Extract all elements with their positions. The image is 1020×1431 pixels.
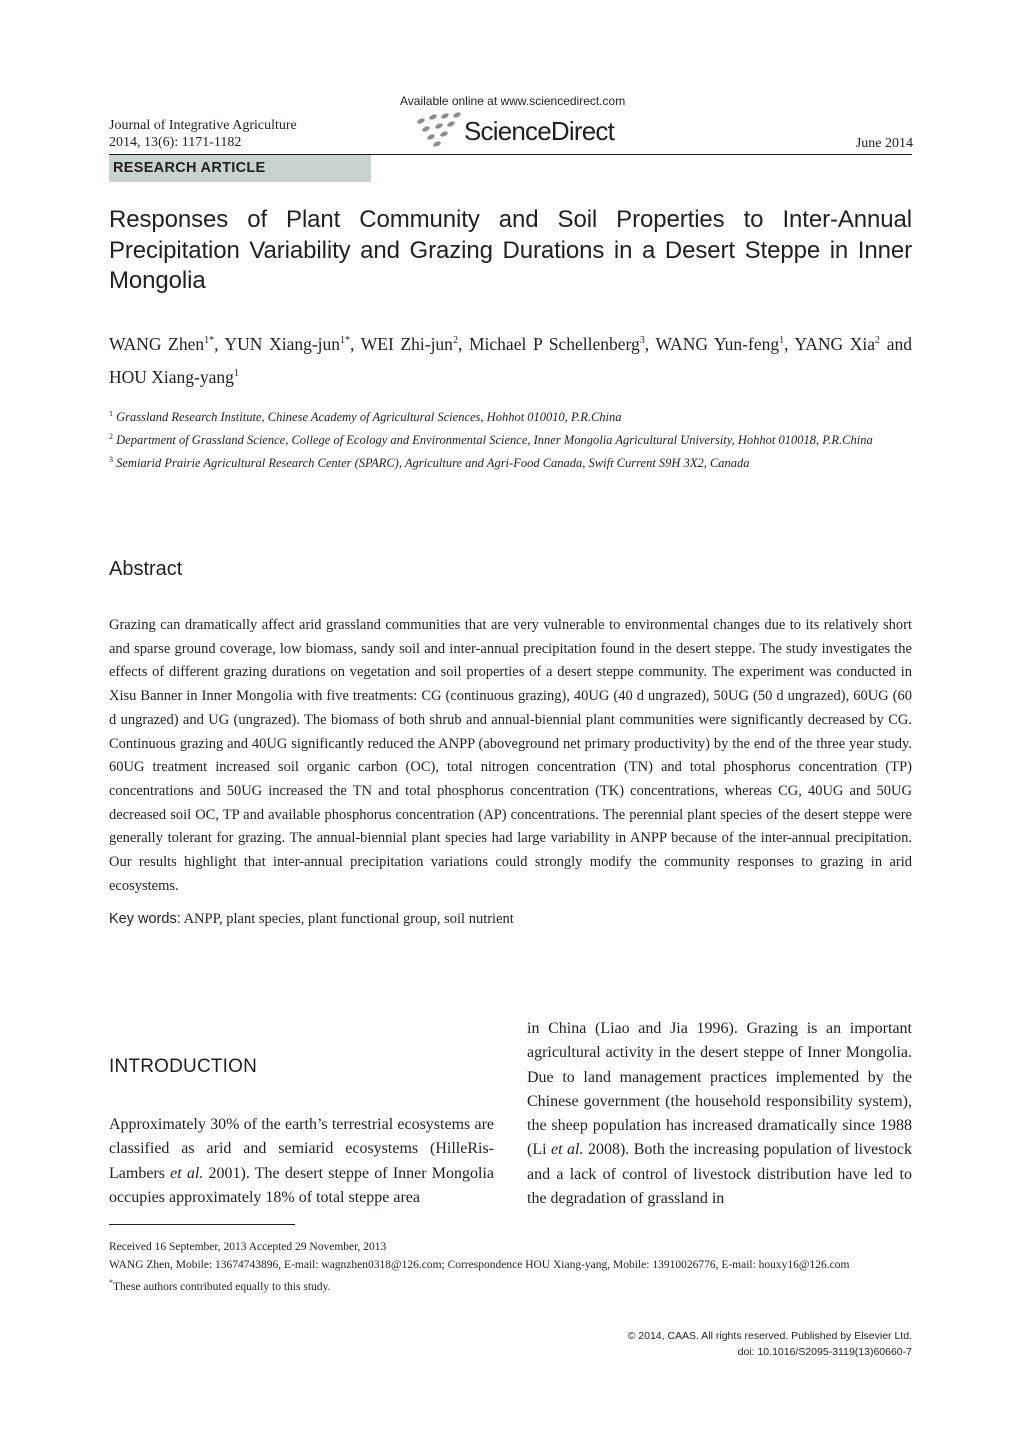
affiliation-number: 2: [109, 432, 113, 442]
copyright-block: [628, 1328, 912, 1360]
footnote-text: These authors contributed equally to this study.: [113, 1280, 331, 1293]
abstract-text: Grazing can dramatically affect arid grassland communities that are very vulnerable to environmental changes due to its relatively short and sparse ground coverage, low biomass, sandy soil and inter-annual precipitation found in the desert steppe. The study investigates the effects of different grazing durations on vegetation and soil properties of a desert steppe community. The experiment was conducted in Xisu Banner in Inner Mongolia with five treatments: CG (continuous grazing), 40UG (40 d ungrazed), 50UG (50 d ungrazed), 60UG (60 d ungrazed) and UG (ungrazed). The biomass of both shrub and annual-biennial plant communities were significantly decreased by CG. Continuous grazing and 40UG significantly reduced the ANPP (aboveground net primary productivity) by the end of the three year study. 60UG treatment increased soil organic carbon (OC), total nitrogen concentration (TN) and total phosphorus concentration (TP) concentrations and 50UG increased the TN and total phosphorus concentration (TK) concentrations, whereas CG, 40UG and 50UG decreased soil OC, TP and available phosphorus concentration (AP) concentrations. The perennial plant species of the desert steppe were generally tolerant for grazing. The annual-biennial plant species had large variability in ANPP because of the inter-annual precipitation. Our results highlight that inter-annual precipitation variations could strongly modify the community responses to grazing in arid ecosystems.: [109, 617, 912, 894]
affiliation: [109, 427, 912, 450]
author-affiliation-mark: 1: [233, 367, 239, 379]
journal-name: Journal of Integrative Agriculture: [109, 118, 297, 133]
footnote-mark: *: [109, 1278, 113, 1287]
body-text-italic: et al.: [170, 1164, 204, 1182]
author: YANG Xia: [794, 333, 876, 354]
keywords-label: Key words:: [109, 911, 181, 927]
sciencedirect-logo: [414, 112, 634, 148]
author-affiliation-mark: 1*: [204, 335, 215, 346]
footnotes: [109, 1238, 912, 1296]
doi-line: doi: 10.1016/S2095-3119(13)60660-7: [737, 1346, 912, 1358]
availability-notice: Available online at www.sciencedirect.com: [400, 94, 626, 108]
author-affiliation-mark: 1: [779, 335, 785, 346]
author-affiliation-mark: 2: [875, 335, 881, 346]
journal-issue: 2014, 13(6): 1171-1182: [109, 135, 242, 150]
author: Michael P Schellenberg: [468, 333, 640, 354]
body-text: in China (Liao and Jia 1996). Grazing is an important agricultural activity in the desert steppe of Inner Mongolia. Due to land management practices implemented by the Chinese government (the household responsibility system), the sheep population has increased dramatically since 1988 (Li: [527, 1020, 912, 1159]
affiliation-number: 1: [109, 409, 113, 418]
author-connector: and: [886, 333, 912, 354]
author: WANG Zhen: [109, 333, 205, 354]
affiliation-number: 3: [109, 455, 113, 465]
author: WEI Zhi-jun: [360, 333, 453, 354]
keywords: [109, 911, 912, 928]
introduction-column-right: [527, 1017, 912, 1211]
journal-info: [109, 117, 297, 151]
article-title: Responses of Plant Community and Soil Properties to Inter-Annual Precipitation Variability and Grazing Durations in a Desert Steppe in Inner Mongolia: [109, 206, 912, 294]
copyright-line: © 2014, CAAS. All rights reserved. Published by Elsevier Ltd.: [627, 1330, 912, 1342]
author-affiliation-mark: 1*: [340, 335, 351, 346]
affiliation-text: Grassland Research Institute, Chinese Academy of Agricultural Sciences, Hohhot 010010, P.R.China: [116, 410, 622, 425]
keywords-list: ANPP, plant species, plant functional group, soil nutrient: [183, 911, 514, 927]
introduction-column-left: [109, 1113, 494, 1210]
equal-contribution-note: [109, 1274, 912, 1296]
contact-info: WANG Zhen, Mobile: 13674743896, E-mail: wagnzhen0318@126.com; Correspondence HOU Xiang-yang, Mobile: 13910026776, E-mail: houxy16@126.com: [109, 1259, 850, 1271]
sciencedirect-dots-icon: [414, 112, 466, 148]
sciencedirect-wordmark: ScienceDirect: [464, 116, 614, 146]
affiliation: [109, 450, 912, 473]
author: WANG Yun-feng: [655, 333, 780, 354]
author-list: WANG Zhen$^{1*}$, YUN Xiang-jun$^{1*}$, WEI Zhi-jun$^2$, Michael P Schellenberg$^3$, WANG Yun-feng$^1$, YANG Xia$^2$ and HOU Xiang-yang$^1$: [109, 333, 912, 387]
body-text: 2001). The desert steppe of Inner Mongolia occupies approximately 18% of total steppe area: [109, 1164, 494, 1206]
article-type-badge: RESEARCH ARTICLE: [109, 155, 371, 182]
body-text: Approximately 30% of the earth’s terrestrial ecosystems are classified as arid and semiarid ecosystems (HilleRis-Lambers: [109, 1116, 494, 1182]
author: HOU Xiang-yang: [109, 366, 234, 387]
author-affiliation-mark: 2: [452, 335, 458, 346]
introduction-heading: INTRODUCTION: [109, 1056, 258, 1077]
body-text: 2008). Both the increasing population of livestock and a lack of control of livestock distribution have led to the degradation of grassland in: [527, 1141, 913, 1208]
issue-date: June 2014: [855, 136, 913, 151]
affiliations: [109, 404, 912, 473]
received-dates: Received 16 September, 2013 Accepted 29 November, 2013: [109, 1241, 387, 1253]
body-text-italic: et al.: [551, 1141, 584, 1159]
author: YUN Xiang-jun: [224, 333, 341, 354]
author-affiliation-mark: 3: [639, 335, 645, 346]
affiliation: [109, 404, 912, 427]
affiliation-text: Department of Grassland Science, College of Ecology and Environmental Science, Inner Mongolia Agricultural University, Hohhot 010018, P.R.China: [116, 433, 873, 448]
affiliation-text: Semiarid Prairie Agricultural Research Center (SPARC), Agriculture and Agri-Food Canada, Swift Current S9H 3X2, Canada: [116, 456, 750, 471]
footnote-rule: [109, 1224, 295, 1225]
abstract-heading: Abstract: [109, 558, 183, 580]
